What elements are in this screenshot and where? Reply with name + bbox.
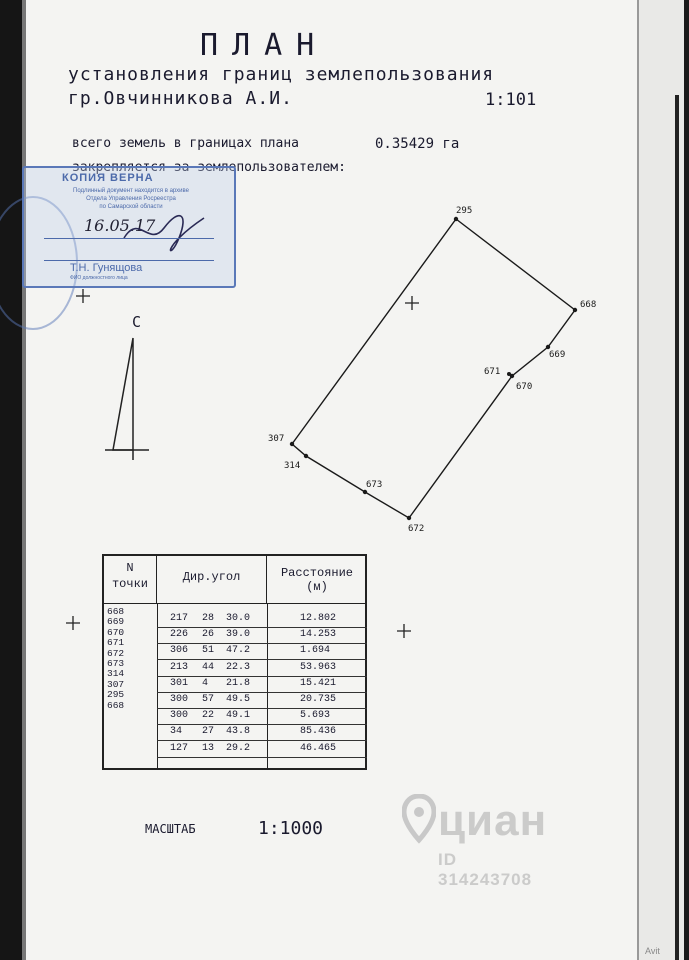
table-angle-sec: 30.0 [226, 613, 251, 624]
stamp-officer-name: Т.Н. Гунящова [70, 262, 143, 274]
stamp-text-1: Подлинный документ находится в архиве [73, 188, 189, 194]
total-land-label: всего земель в границах плана [72, 136, 299, 151]
plot-point-670: 670 [516, 382, 533, 392]
table-distance: 20.735 [300, 694, 337, 705]
plot-point-307: 307 [268, 434, 285, 444]
table-angle-min: 27 [202, 726, 215, 738]
table-angle-min: 4 [202, 677, 209, 689]
table-angle-deg: 300 [170, 710, 189, 722]
table-point-id: 669 [107, 616, 125, 628]
table-distance: 5.693 [300, 710, 331, 722]
corner-text: Avit [645, 946, 660, 956]
plot-point-672: 672 [408, 524, 425, 534]
table-angle-sec: 21.8 [226, 677, 251, 689]
table-angle-min: 13 [202, 742, 215, 754]
table-angle-min: 26 [202, 629, 215, 641]
watermark-id: ID 314243708 [438, 850, 533, 889]
table-distance: 46.465 [300, 742, 337, 754]
table-row-divider [157, 724, 367, 725]
table-row-divider [157, 708, 367, 709]
table-angle-sec: 47.2 [226, 645, 251, 657]
table-point-id: 668 [107, 606, 125, 617]
stamp-text-3: по Самарской области [99, 204, 163, 210]
table-angle-deg: 300 [170, 694, 189, 705]
table-angle-deg: 306 [170, 645, 189, 657]
scale-label: МАСШТАБ [145, 822, 196, 836]
table-row-divider [157, 659, 367, 660]
document-subtitle: установления границ землепользования [68, 64, 495, 85]
assigned-label: закрепляется за землепользователем: [72, 160, 346, 175]
table-point-id: 670 [107, 626, 125, 638]
table-angle-min: 22 [202, 710, 215, 722]
table-distance: 85.436 [300, 726, 337, 738]
north-label: С [132, 313, 142, 331]
table-distance: 14.253 [300, 629, 337, 641]
table-point-id: 314 [107, 668, 125, 680]
plot-point-673: 673 [366, 480, 383, 490]
table-angle-deg: 226 [170, 629, 189, 641]
table-angle-sec: 49.1 [226, 710, 251, 722]
table-angle-sec: 29.2 [226, 742, 251, 754]
table-point-id: 671 [107, 637, 125, 649]
plot-point-295: 295 [456, 206, 473, 216]
table-distance: 12.802 [300, 613, 337, 624]
table-row-divider [157, 643, 367, 644]
scale-value: 1:1000 [258, 818, 324, 839]
table-point-id: 295 [107, 689, 125, 701]
stamp-officer-position: ФИО должностного лица [70, 275, 128, 281]
table-angle-sec: 22.3 [226, 661, 251, 673]
plot-point-314: 314 [284, 461, 301, 471]
stamp-date: 16.05.17 [84, 216, 156, 235]
table-angle-min: 51 [202, 645, 215, 657]
table-angle-min: 57 [202, 694, 215, 705]
table-distance: 15.421 [300, 677, 337, 689]
table-angle-deg: 34 [170, 726, 183, 738]
table-angle-deg: 301 [170, 677, 189, 689]
coordinates-table [102, 554, 367, 770]
table-point-id: 307 [107, 678, 125, 690]
table-angle-deg: 213 [170, 661, 189, 673]
plot-point-669: 669 [549, 350, 566, 360]
table-distance: 1.694 [300, 645, 331, 657]
table-angle-sec: 43.8 [226, 726, 251, 738]
table-row-divider [157, 757, 367, 758]
table-row-divider [157, 692, 367, 693]
table-angle-deg: 127 [170, 742, 189, 754]
col-header-angle: Дир.угол [157, 556, 267, 603]
table-row-divider [157, 740, 367, 741]
table-angle-min: 44 [202, 661, 215, 673]
ratio-label: 1:101 [485, 90, 537, 110]
stamp-text-2: Отдела Управления Росреестра [86, 196, 176, 202]
owner-name: гр.Овчинникова А.И. [68, 88, 293, 109]
table-row-divider [157, 627, 367, 628]
table-row-divider [157, 676, 367, 677]
watermark-brand: циан [438, 796, 548, 845]
table-angle-min: 28 [202, 613, 215, 624]
table-point-id: 668 [107, 699, 125, 711]
plot-point-668: 668 [580, 300, 597, 310]
plot-point-671: 671 [484, 367, 501, 377]
stamp-header: КОПИЯ ВЕРНА [62, 172, 154, 184]
table-point-id: 672 [107, 647, 125, 659]
total-land-value: 0.35429 га [375, 136, 460, 152]
table-point-id: 673 [107, 658, 125, 669]
table-angle-deg: 217 [170, 613, 189, 624]
location-pin-icon [402, 794, 436, 850]
table-distance: 53.963 [300, 661, 337, 673]
col-header-distance: Расстояние (м) [280, 566, 353, 594]
table-angle-sec: 39.0 [226, 629, 251, 641]
document-title: ПЛАН [200, 28, 329, 63]
table-angle-sec: 49.5 [226, 694, 251, 705]
col-header-point: N точки [104, 556, 157, 603]
